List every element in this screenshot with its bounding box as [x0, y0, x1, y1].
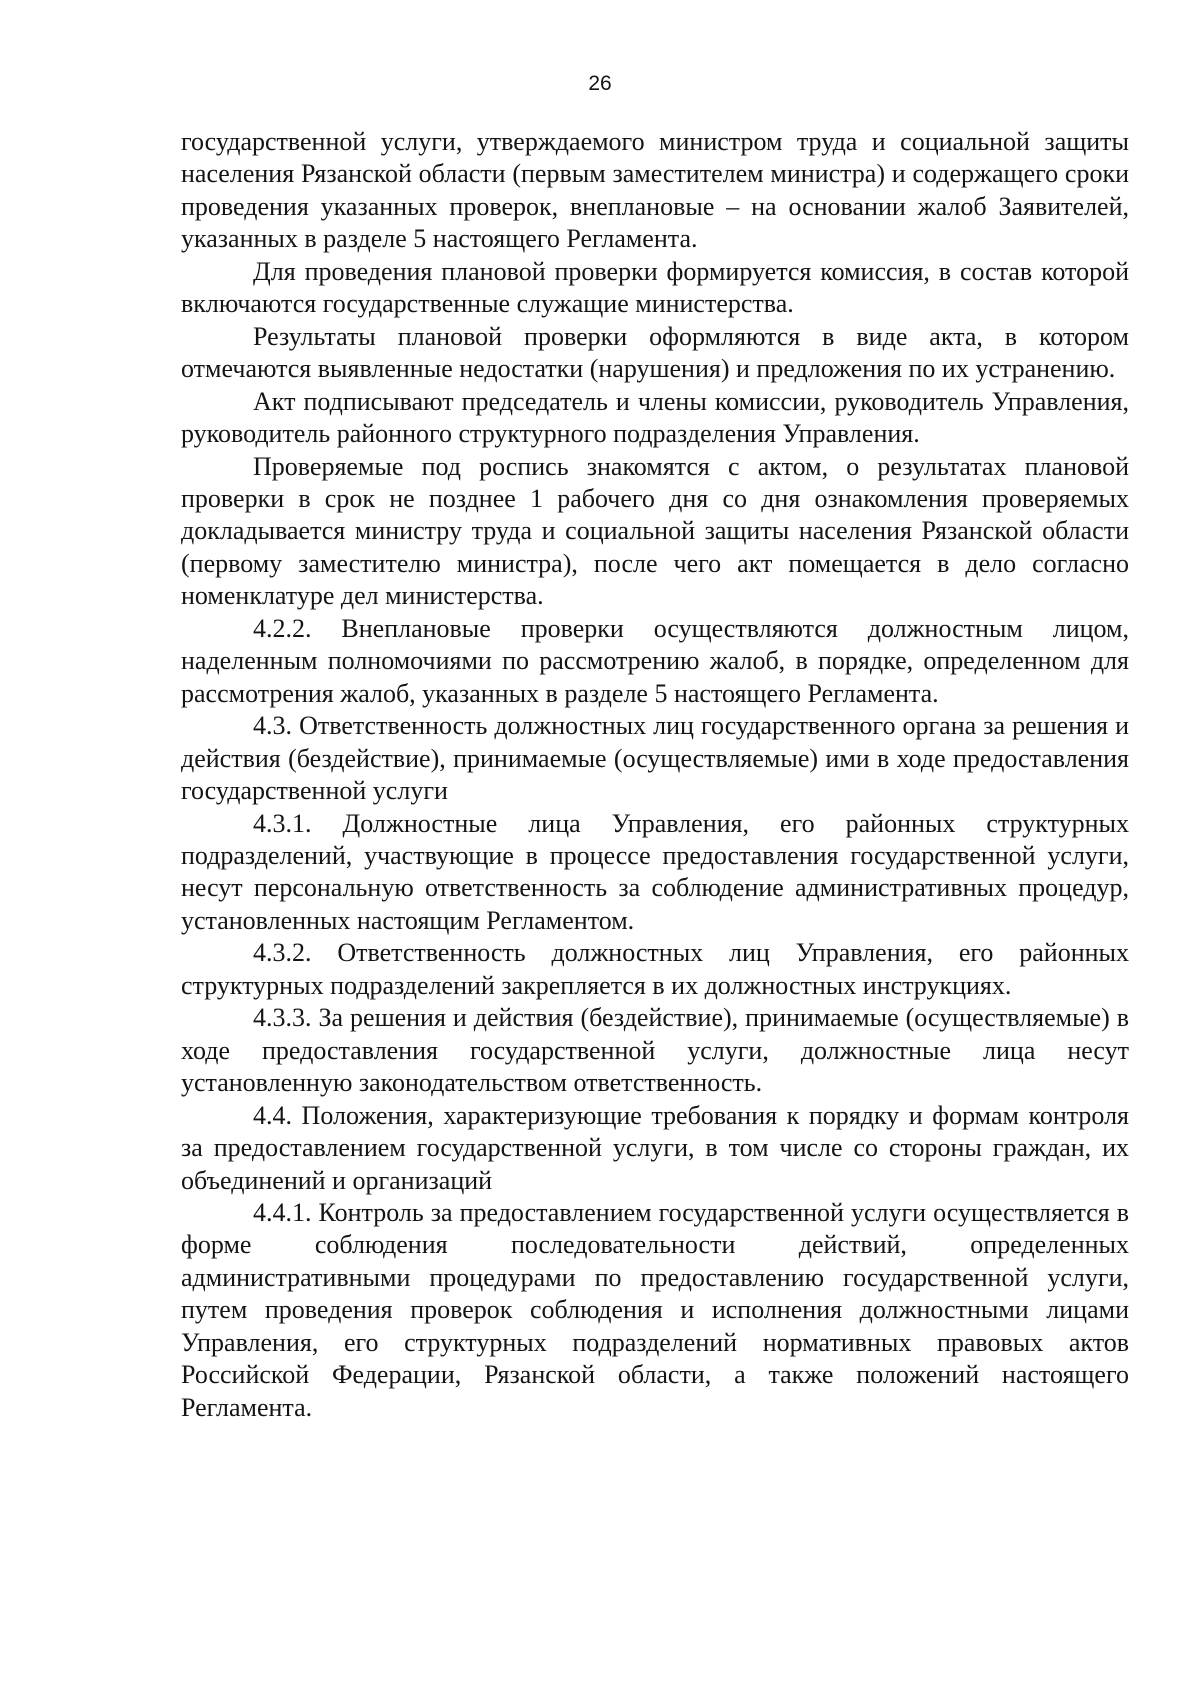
paragraph-4-3-1: 4.3.1. Должностные лица Управления, его районных структурных подразделений, участвующие в процессе предоставления государственной услуги, несут персональную ответственность за соблюдение административных процедур, установленных настоящим Регламентом. — [181, 808, 1129, 935]
document-body — [181, 126, 1129, 1424]
paragraph-4-2-2: 4.2.2. Внеплановые проверки осуществляются должностным лицом, наделенным полномочиями по рассмотрению жалоб, в порядке, определенном для рассмотрения жалоб, указанных в разделе 5 настоящего Регламента. — [181, 613, 1129, 708]
paragraph-act-signatures: Акт подписывают председатель и члены комиссии, руководитель Управления, руководитель районного структурного подразделения Управления. — [181, 386, 1129, 449]
paragraph-4-4-1: 4.4.1. Контроль за предоставлением государственной услуги осуществляется в форме соблюдения последовательности действий, определенных административными процедурами по предоставлению государственной услуги, путем проведения проверок соблюдения и исполнения должностными лицами Управления, его структурных подразделений нормативных правовых актов Российской Федерации, Рязанской области, а также положений настоящего Регламента. — [181, 1197, 1129, 1422]
paragraph-4-3-3: 4.3.3. За решения и действия (бездействие), принимаемые (осуществляемые) в ходе предоставления государственной услуги, должностные лица несут установленную законодательством ответственность. — [181, 1003, 1129, 1098]
paragraph-commission: Для проведения плановой проверки формируется комиссия, в состав которой включаются государственные служащие министерства. — [181, 256, 1129, 319]
paragraph-results-act: Результаты плановой проверки оформляются в виде акта, в котором отмечаются выявленные недостатки (нарушения) и предложения по их устранению. — [181, 321, 1129, 384]
section-heading-4-4: 4.4. Положения, характеризующие требования к порядку и формам контроля за предоставлением государственной услуги, в том числе со стороны граждан, их объединений и организаций — [181, 1100, 1129, 1195]
section-heading-4-3: 4.3. Ответственность должностных лиц государственного органа за решения и действия (бездействие), принимаемые (осуществляемые) ими в ходе предоставления государственной услуги — [181, 711, 1129, 806]
paragraph-4-3-2: 4.3.2. Ответственность должностных лиц Управления, его районных структурных подразделений закрепляется в их должностных инструкциях. — [181, 938, 1129, 1000]
paragraph-continuation: государственной услуги, утверждаемого министром труда и социальной защиты населения Рязанской области (первым заместителем министра) и содержащего сроки проведения указанных проверок, внеплановые – на основании жалоб Заявителей, указанных в разделе 5 настоящего Регламента. — [181, 127, 1129, 254]
page-number: 26 — [588, 72, 612, 95]
paragraph-act-review: Проверяемые под роспись знакомятся с актом, о результатах плановой проверки в срок не позднее 1 рабочего дня со дня ознакомления проверяемых докладывается министру труда и социальной защиты населения Рязанской области (первому заместителю министра), после чего акт помещается в дело согласно номенклатуре дел министерства. — [181, 451, 1129, 611]
